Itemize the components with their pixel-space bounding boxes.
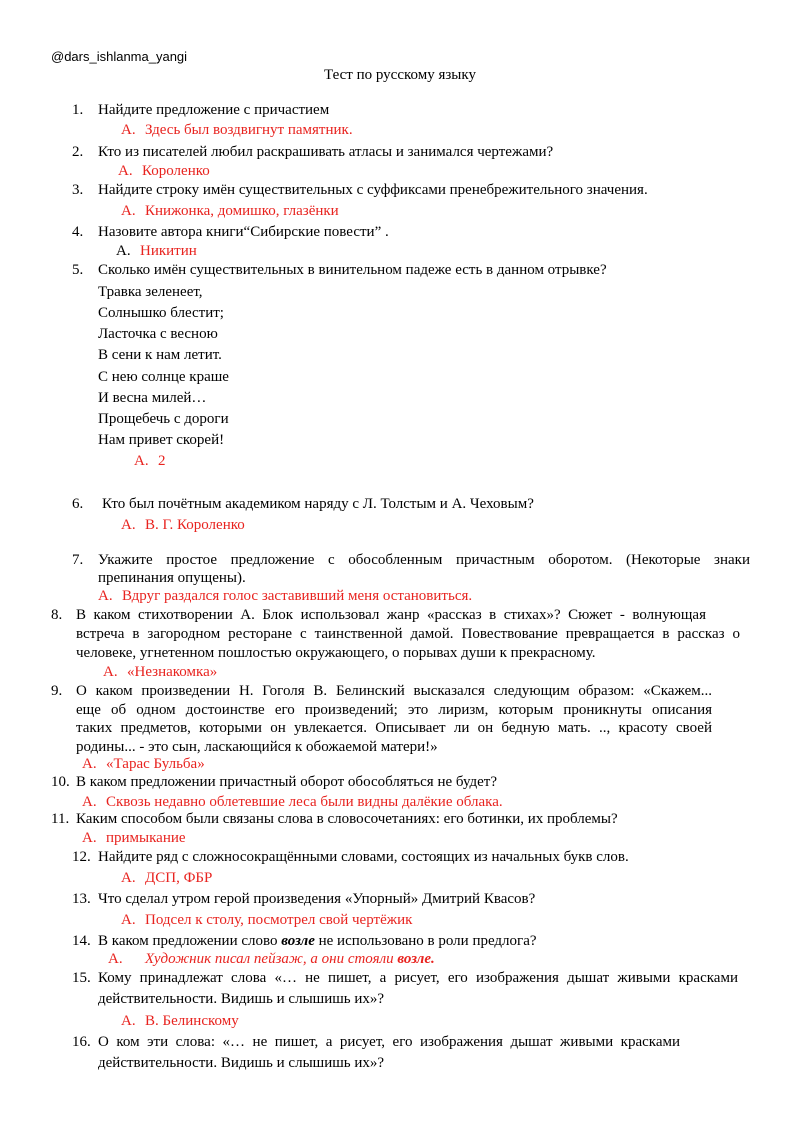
answer-text: Книжонка, домишко, глазёнки	[145, 203, 339, 219]
question-text: родины... - это сын, ласкающийся к обожаемой матери!»	[76, 739, 438, 755]
question-number: 10.	[51, 774, 70, 790]
poem-line: И весна милей…	[98, 390, 207, 406]
answer-text: Сквозь недавно облетевшие леса были видны далёкие облака.	[106, 794, 503, 810]
answer-text: Короленко	[142, 163, 210, 179]
answer-letter: А.	[121, 122, 136, 138]
answer-letter: А.	[108, 951, 123, 967]
question-text: еще об одном достоинстве его произведений; это лиризм, которым проникнуты описания	[76, 702, 712, 718]
poem-line: В сени к нам летит.	[98, 347, 222, 363]
question-text: В каком стихотворении А. Блок использовал жанр «рассказ в стихах»? Сюжет - волнующая	[76, 607, 706, 623]
answer-text: Подсел к столу, посмотрел свой чертёжик	[145, 912, 413, 928]
poem-line: Ласточка с весною	[98, 326, 218, 342]
question-text: Укажите простое предложение с обособленным причастным оборотом. (Некоторые знаки	[98, 552, 750, 568]
question-text: Что сделал утром герой произведения «Упорный» Дмитрий Квасов?	[98, 891, 536, 907]
question-number: 8.	[51, 607, 63, 623]
question-text: препинания опущены).	[98, 570, 246, 586]
question-text: человеке, угнетенном пошлостью окружающего, о порывах души к прекрасному.	[76, 645, 596, 661]
question-number: 3.	[72, 182, 84, 198]
answer-letter: А.	[118, 163, 133, 179]
answer-text: В. Белинскому	[145, 1013, 239, 1029]
question-number: 15.	[72, 970, 91, 986]
answer-letter: А.	[103, 664, 118, 680]
answer-text: примыкание	[106, 830, 186, 846]
answer-text: Вдруг раздался голос заставивший меня остановиться.	[122, 588, 473, 604]
question-text: В каком предложении причастный оборот обособляться не будет?	[76, 774, 497, 790]
answer-text: ДСП, ФБР	[145, 870, 213, 886]
answer-letter: А.	[121, 203, 136, 219]
poem-line: Солнышко блестит;	[98, 305, 224, 321]
answer-text	[145, 951, 435, 968]
question-number: 7.	[72, 552, 84, 568]
question-number: 12.	[72, 849, 91, 865]
question-text: Кто из писателей любил раскрашивать атласы и занимался чертежами?	[98, 144, 554, 160]
answer-text: 2	[158, 453, 166, 469]
poem-line: Прощебечь с дороги	[98, 411, 229, 427]
poem-line: С нею солнце краше	[98, 369, 229, 385]
question-number: 11.	[51, 811, 70, 827]
keyword: возле	[281, 933, 315, 949]
answer-text: «Незнакомка»	[127, 664, 218, 680]
answer-keyword: возле.	[397, 951, 435, 967]
poem-line: Травка зеленеет,	[98, 284, 203, 300]
answer-letter: А.	[121, 870, 136, 886]
question-text: встреча в загородном ресторане с таинственной дамой. Повествование превращается в рассказ о	[76, 626, 740, 642]
question-text-part: В каком предложении слово	[98, 933, 282, 949]
question-text: Найдите предложение с причастием	[98, 102, 330, 118]
question-text: таких предметов, которыми он увлекается. Описывает ли он бедную мать. .., красоту своей	[76, 720, 712, 736]
answer-letter: А.	[98, 588, 113, 604]
answer-letter: А.	[121, 517, 136, 533]
question-text: Найдите строку имён существительных с суффиксами пренебрежительного значения.	[98, 182, 648, 198]
answer-text: Здесь был воздвигнут памятник.	[145, 122, 353, 138]
author-handle: @dars_ishlanma_yangi	[51, 49, 188, 64]
question-number: 5.	[72, 262, 84, 278]
question-number: 6.	[72, 496, 84, 512]
answer-letter: А.	[116, 243, 131, 259]
question-number: 2.	[72, 144, 84, 160]
answer-letter: А.	[134, 453, 149, 469]
answer-text-part: Художник писал пейзаж, а они стояли	[145, 951, 398, 967]
answer-letter: А.	[82, 756, 97, 772]
poem-line: Нам привет скорей!	[98, 432, 225, 448]
question-text: действительности. Видишь и слышишь их»?	[98, 1055, 385, 1071]
question-text: Кто был почётным академиком наряду с Л. Толстым и А. Чеховым?	[102, 496, 534, 512]
question-text: Назовите автора книги“Сибирские повести” .	[98, 224, 389, 240]
answer-text: Никитин	[140, 243, 197, 259]
question-number: 4.	[72, 224, 84, 240]
answer-letter: А.	[82, 794, 97, 810]
answer-text: В. Г. Короленко	[145, 517, 245, 533]
question-text: О ком эти слова: «… не пишет, а рисует, его изображения дышат живыми красками	[98, 1034, 680, 1050]
question-number: 16.	[72, 1034, 91, 1050]
answer-text: «Тарас Бульба»	[106, 756, 205, 772]
question-text: О каком произведении Н. Гоголя В. Белинский высказался следующим образом: «Скажем...	[76, 683, 712, 699]
question-number: 13.	[72, 891, 91, 907]
question-text: действительности. Видишь и слышишь их»?	[98, 991, 385, 1007]
question-text	[98, 933, 537, 950]
answer-letter: А.	[121, 1013, 136, 1029]
page-title: Тест по русскому языку	[324, 67, 476, 83]
question-text-part: не использовано в роли предлога?	[314, 933, 537, 949]
question-text: Сколько имён существительных в винительном падеже есть в данном отрывке?	[98, 262, 607, 278]
question-text: Кому принадлежат слова «… не пишет, а рисует, его изображения дышат живыми красками	[98, 970, 738, 986]
question-text: Найдите ряд с сложносокращёнными словами, состоящих из начальных букв слов.	[98, 849, 629, 865]
question-number: 14.	[72, 933, 91, 949]
question-text: Каким способом были связаны слова в словосочетаниях: его ботинки, их проблемы?	[76, 811, 618, 827]
answer-letter: А.	[82, 830, 97, 846]
answer-letter: А.	[121, 912, 136, 928]
question-number: 9.	[51, 683, 63, 699]
question-number: 1.	[72, 102, 84, 118]
